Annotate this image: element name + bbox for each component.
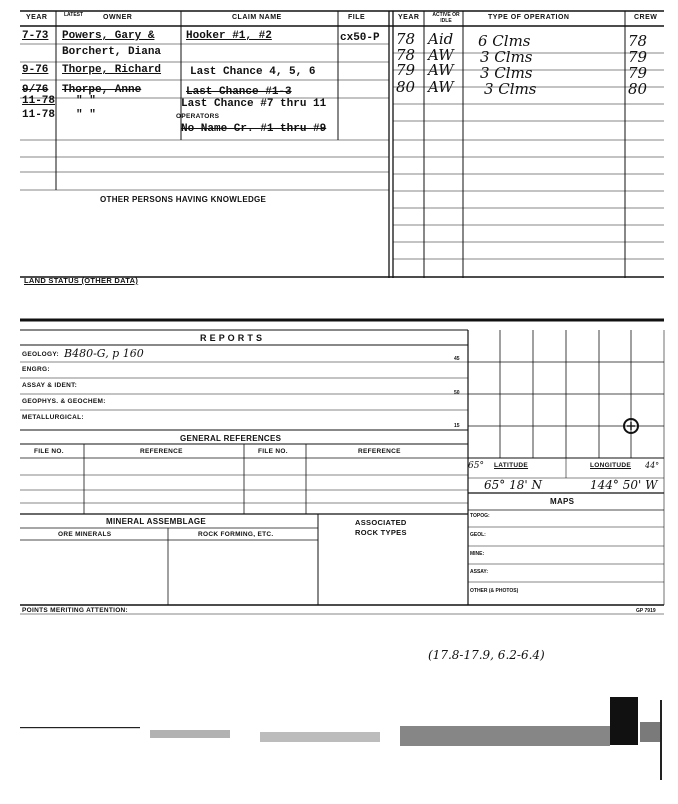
owner-row-4-year: 9/76 <box>22 84 49 96</box>
col-owner: OWNER <box>103 14 133 21</box>
assay-label: ASSAY & IDENT: <box>22 382 78 389</box>
col-type-operation: TYPE OF OPERATION <box>488 14 570 21</box>
activity-row-2-year: 78 <box>396 46 416 64</box>
col-claim-name: CLAIM NAME <box>232 14 282 21</box>
maps-assay: ASSAY: <box>470 569 489 575</box>
maps-topog: TOPOG: <box>470 513 490 519</box>
maps-mine: MINE: <box>470 551 485 557</box>
owner-row-6-year: 11-78 <box>22 109 56 121</box>
activity-row-4-operation: 3 Clms <box>484 80 537 98</box>
activity-row-4-status: AW <box>428 78 454 96</box>
owner-row-3-claim: Last Chance 4, 5, 6 <box>190 66 316 78</box>
owner-row-2-owner: Borchert, Diana <box>62 46 162 58</box>
geophys-label: GEOPHYS. & GEOCHEM: <box>22 398 106 405</box>
activity-row-3-year: 79 <box>396 61 416 79</box>
gr-file-no-2: FILE NO. <box>258 448 288 455</box>
col-file: FILE <box>348 14 366 21</box>
activity-row-1-year: 78 <box>396 30 416 48</box>
land-status-heading: LAND STATUS (OTHER DATA) <box>24 276 139 285</box>
activity-row-2-status: AW <box>428 46 454 64</box>
operators-label: OPERATORS <box>176 113 220 120</box>
activity-row-4-crew: 80 <box>628 80 648 98</box>
activity-row-3-status: AW <box>428 61 454 79</box>
engrg-label: ENGRG: <box>22 366 50 373</box>
owner-row-4-claim: Last Chance #1-3 <box>186 86 292 98</box>
rock-types-label: ROCK TYPES <box>355 528 407 537</box>
reports-heading: R E P O R T S <box>200 333 263 343</box>
owner-row-3-owner: Thorpe, Richard <box>62 64 162 76</box>
owner-row-4-owner: Thorpe, Anne <box>62 84 142 96</box>
longitude-label: LONGITUDE <box>590 462 631 469</box>
gr-file-no: FILE NO. <box>34 448 64 455</box>
num-45: 45 <box>454 356 460 362</box>
col-owner-note: LATEST <box>64 12 84 18</box>
owner-row-3-year: 9-76 <box>22 64 49 76</box>
geology-label: GEOLOGY: <box>22 351 59 358</box>
mineral-heading: MINERAL ASSEMBLAGE <box>106 517 207 526</box>
num-50: 50 <box>454 390 460 396</box>
activity-row-2-operation: 3 Clms <box>480 48 533 66</box>
geology-value: B480-G, p 160 <box>64 347 144 360</box>
owner-row-6-owner: " " <box>76 109 96 121</box>
maps-heading: MAPS <box>550 497 575 506</box>
owner-row-6-claim: No Name Cr. #1 thru #9 <box>181 123 327 135</box>
points-meriting-label: POINTS MERITING ATTENTION: <box>22 607 129 614</box>
gr-reference-2: REFERENCE <box>358 448 401 455</box>
form-number: GP 7919 <box>636 608 656 614</box>
col-year: YEAR <box>26 14 48 21</box>
maps-geol: GEOL: <box>470 532 486 538</box>
col-active-idle: ACTIVE OR IDLE <box>432 12 460 24</box>
owner-row-5-owner: " " <box>76 95 96 107</box>
latitude-label: LATITUDE <box>494 462 529 469</box>
activity-row-1-status: Aid <box>428 30 454 48</box>
activity-row-2-crew: 79 <box>628 48 648 66</box>
gr-reference: REFERENCE <box>140 448 183 455</box>
associated-label: ASSOCIATED <box>355 518 407 527</box>
col-crew: CREW <box>634 14 658 21</box>
activity-row-4-year: 80 <box>396 78 416 96</box>
general-references-heading: GENERAL REFERENCES <box>180 434 282 443</box>
activity-row-1-operation: 6 Clms <box>478 32 531 50</box>
latitude-value: 65° 18' N <box>484 478 542 492</box>
owner-row-5-year: 11-78 <box>22 95 56 107</box>
owner-row-1-claim: Hooker #1, #2 <box>186 30 272 42</box>
owner-row-1-file: cx50-P <box>340 32 380 44</box>
metallurgical-label: METALLURGICAL: <box>22 414 84 421</box>
other-persons-heading: OTHER PERSONS HAVING KNOWLEDGE <box>100 195 267 204</box>
owner-row-1-owner: Powers, Gary & <box>62 30 155 42</box>
activity-row-1-crew: 78 <box>628 32 648 50</box>
col-year-2: YEAR <box>398 14 420 21</box>
activity-row-3-operation: 3 Clms <box>480 64 533 82</box>
longitude-value: 144° 50' W <box>590 478 658 492</box>
maps-other: OTHER (& PHOTOS) <box>470 588 519 594</box>
ore-minerals-label: ORE MINERALS <box>58 531 112 538</box>
owner-row-5-claim: Last Chance #7 thru 11 <box>181 98 327 110</box>
activity-row-3-crew: 79 <box>628 64 648 82</box>
rock-forming-label: ROCK FORMING, ETC. <box>198 531 274 538</box>
scan-noise <box>20 697 662 780</box>
num-15: 15 <box>454 423 460 429</box>
lon-degree: 44° <box>645 461 660 470</box>
lat-degree: 65° <box>468 461 484 471</box>
handwritten-note: (17.8-17.9, 6.2-6.4) <box>428 648 545 662</box>
owner-row-1-year: 7-73 <box>22 30 49 42</box>
